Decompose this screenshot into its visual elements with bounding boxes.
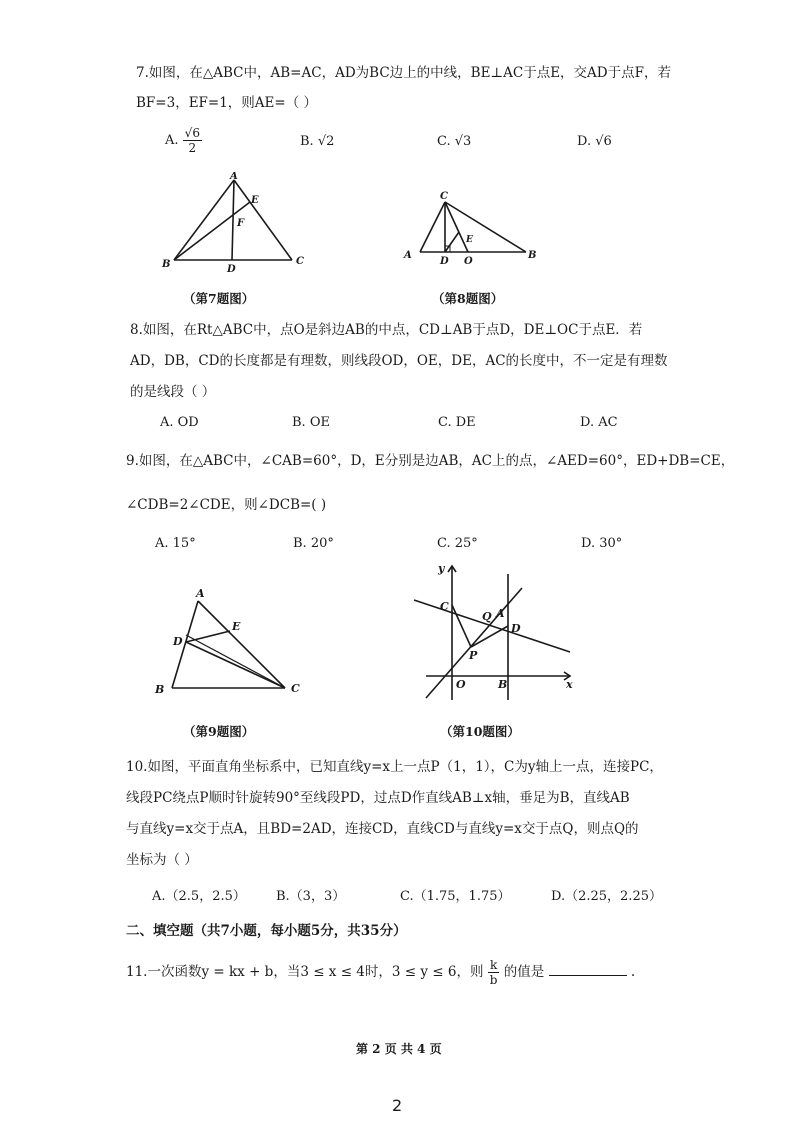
q10-line4: 坐标为（ ）	[126, 852, 198, 868]
q8-label-a: A	[404, 250, 412, 261]
q9-segment-de	[186, 631, 230, 642]
q10-label-y: y	[438, 562, 445, 575]
q10-line-cd	[414, 600, 570, 652]
q7-option-a-fraction	[183, 126, 202, 155]
q8-figure	[400, 188, 550, 268]
q7-option-a-denominator: 2	[188, 141, 197, 155]
q9-label-a: A	[196, 587, 205, 600]
q9-segment-ac	[198, 601, 285, 688]
q7-line2: BF=3，EF=1，则AE=（ ）	[136, 95, 318, 111]
q7-option-a	[165, 126, 202, 155]
q7-option-d: D. √6	[577, 134, 612, 149]
q10-option-a: A.（2.5，2.5）	[152, 889, 246, 904]
q7-label-b: B	[162, 259, 171, 270]
q7-figure-caption: （第7题图）	[183, 291, 255, 306]
q7-segment-ab	[174, 180, 234, 260]
q8-label-e: E	[466, 235, 473, 245]
q7-label-c: C	[296, 256, 304, 267]
q9-line2: ∠CDB=2∠CDE，则∠DCB=( )	[126, 497, 327, 513]
section2-heading: 二、填空题（共7小题，每小题5分，共35分）	[126, 923, 407, 939]
q10-figure	[410, 560, 590, 710]
q11-fraction-numerator: k	[488, 958, 500, 973]
q9-segment-dc-upper	[186, 635, 285, 688]
q8-figure-caption: （第8题图）	[432, 291, 504, 306]
q7-label-a: A	[230, 172, 238, 182]
q10-option-c: C.（1.75，1.75）	[400, 889, 511, 904]
q8-segment-ac	[420, 202, 445, 252]
q9-figure-caption: （第9题图）	[183, 724, 255, 739]
q10-label-b: B	[498, 678, 508, 691]
q9-label-d: D	[173, 635, 183, 648]
q8-line2: AD，DB，CD的长度都是有理数，则线段OD，OE，DE，AC的长度中，不一定是有理数	[130, 353, 668, 369]
page-number: 2	[392, 1096, 403, 1115]
q9-label-e: E	[232, 620, 241, 633]
q11-fraction	[488, 958, 500, 987]
q7-label-f: F	[237, 218, 245, 229]
q7-option-b: B. √2	[300, 134, 335, 149]
q8-option-a: A. OD	[160, 415, 199, 430]
q7-option-a-label: A.	[165, 133, 179, 148]
footer-page-of: 第 2 页 共 4 页	[356, 1042, 442, 1056]
q10-segment-pc	[452, 605, 471, 647]
q10-label-x: x	[566, 678, 573, 691]
q7-option-a-numerator: √6	[184, 126, 200, 140]
q11-end-punct: .	[630, 964, 636, 980]
q8-label-c: C	[440, 191, 448, 202]
q9-line1: 9.如图，在△ABC中，∠CAB=60°，D，E分别是边AB，AC上的点，∠AED=60°，ED+DB=CE，	[126, 453, 735, 469]
q9-option-b: B. 20°	[293, 536, 334, 551]
q7-label-e: E	[251, 195, 259, 206]
q10-label-q: Q	[482, 610, 492, 623]
q7-line1: 7.如图，在△ABC中，AB=AC，AD为BC边上的中线，BE⊥AC于点E，交AD于点F，若	[136, 65, 671, 81]
q10-segment-pd	[471, 626, 508, 647]
q10-line3: 与直线y=x交于点A，且BD=2AD，连接CD，直线CD与直线y=x交于点Q，则点Q的	[126, 821, 639, 837]
q9-option-c: C. 25°	[437, 536, 478, 551]
q8-option-c: C. DE	[438, 415, 476, 430]
q10-line1: 10.如图，平面直角坐标系中，已知直线y=x上一点P（1，1），C为y轴上一点，连接PC，	[126, 759, 663, 775]
q9-label-b: B	[155, 683, 165, 696]
q10-label-o: O	[456, 678, 466, 691]
q7-segment-ad	[232, 180, 234, 260]
q7-label-d: D	[227, 264, 236, 275]
q11-line	[126, 958, 635, 987]
q9-segment-dc	[186, 642, 285, 688]
q9-figure	[150, 585, 320, 705]
q10-option-b: B.（3，3）	[276, 889, 346, 904]
q10-label-p: P	[469, 649, 478, 662]
q8-label-b: B	[528, 250, 537, 261]
q8-line1: 8.如图，在Rt△ABC中，点O是斜边AB的中点，CD⊥AB于点D，DE⊥OC于点E．若	[130, 322, 643, 338]
q11-text-after: 的值是	[503, 964, 545, 980]
q9-option-d: D. 30°	[581, 536, 623, 551]
q10-option-d: D.（2.25，2.25）	[551, 889, 662, 904]
q7-figure	[160, 172, 340, 282]
q7-segment-be	[174, 202, 250, 260]
q10-figure-caption: （第10题图）	[440, 724, 520, 739]
q8-line3: 的是线段（ ）	[130, 384, 216, 400]
q10-line2: 线段PC绕点P顺时针旋转90°至线段PD，过点D作直线AB⊥x轴，垂足为B，直线AB	[126, 790, 630, 806]
q8-option-b: B. OE	[292, 415, 330, 430]
q8-label-o: O	[464, 256, 473, 267]
q9-option-a: A. 15°	[155, 536, 196, 551]
q7-option-c: C. √3	[437, 134, 472, 149]
q11-fraction-denominator: b	[489, 973, 498, 987]
q10-label-a: A	[496, 607, 505, 620]
q11-text-before: 11.一次函数y = kx + b，当3 ≤ x ≤ 4时，3 ≤ y ≤ 6，则	[126, 964, 484, 980]
q11-answer-blank[interactable]	[549, 961, 627, 976]
q8-label-d: D	[440, 256, 449, 267]
q9-label-c: C	[291, 682, 300, 695]
q8-segment-de	[445, 232, 459, 252]
q10-label-d: D	[511, 622, 521, 635]
q10-label-c: C	[440, 600, 449, 613]
q8-option-d: D. AC	[580, 415, 618, 430]
